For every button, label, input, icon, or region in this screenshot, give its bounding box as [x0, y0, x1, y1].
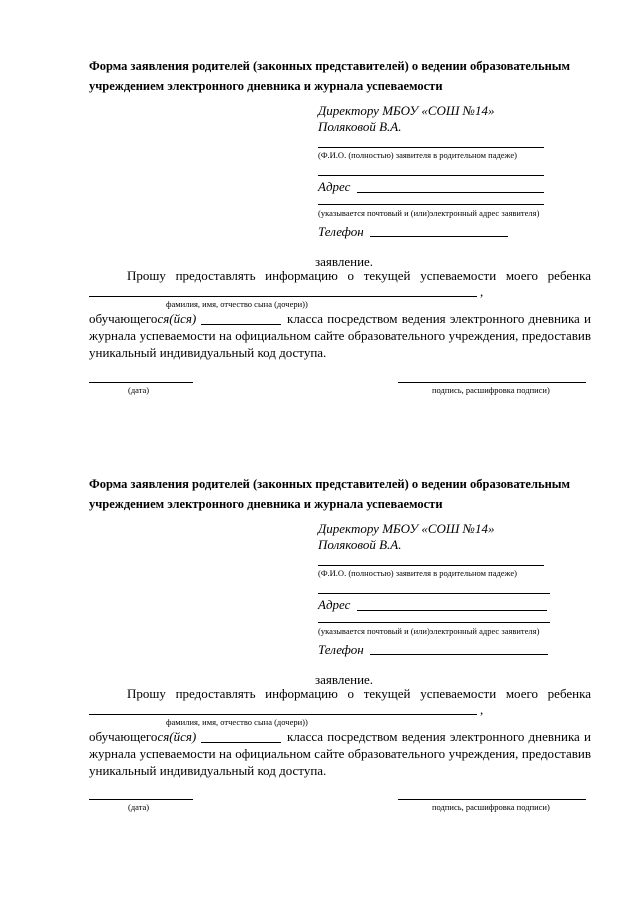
request-text: Прошу предоставлять информацию о текущей успеваемости моего ребенка	[127, 268, 591, 283]
child-name-blank-line[interactable]	[89, 296, 477, 297]
form-title-line-2: учреждением электронного дневника и журнала успеваемости	[89, 79, 443, 93]
phone-label: Телефон	[318, 642, 364, 657]
phone-blank-line[interactable]	[370, 654, 548, 655]
signature-blank-line[interactable]	[398, 382, 586, 383]
class-line-text: класса посредством ведения электронного дневника и	[287, 729, 591, 744]
form-title-line-1: Форма заявления родителей (законных представителей) о ведении образовательным	[89, 59, 571, 73]
request-line	[127, 268, 591, 284]
student-prefix: обучающего	[89, 729, 158, 744]
application-form-1	[0, 0, 638, 420]
addressee-line-1: Директору МБОУ «СОШ №14»	[318, 103, 495, 118]
body-line-2: журнала успеваемости на официальном сайте образовательного учреждения, предоставив	[89, 746, 591, 761]
fio-caption: (Ф.И.О. (полностью) заявителя в родительном падеже)	[318, 150, 517, 160]
child-name-caption: фамилия, имя, отчество сына (дочери))	[166, 299, 308, 309]
address-blank-line-2[interactable]	[318, 204, 544, 205]
date-blank-line[interactable]	[89, 382, 193, 383]
form-title-line-2: учреждением электронного дневника и журнала успеваемости	[89, 497, 443, 511]
date-blank-line[interactable]	[89, 799, 193, 800]
addressee-line-2: Поляковой В.А.	[318, 537, 402, 552]
request-line	[127, 686, 591, 702]
fio-caption: (Ф.И.О. (полностью) заявителя в родительном падеже)	[318, 568, 517, 578]
address-label: Адрес	[318, 179, 351, 194]
child-name-comma: ,	[480, 284, 484, 299]
body-line-3: уникальный индивидуальный код доступа.	[89, 763, 327, 778]
form-title	[89, 56, 609, 96]
signature-caption: подпись, расшифровка подписи)	[432, 385, 550, 395]
fio-blank-line[interactable]	[318, 565, 544, 566]
address-label: Адрес	[318, 597, 351, 612]
application-form-2	[0, 418, 638, 838]
signature-caption: подпись, расшифровка подписи)	[432, 802, 550, 812]
address-caption: (указывается почтовый и (или)электронный адрес заявителя)	[318, 208, 540, 218]
application-heading: заявление.	[315, 672, 374, 687]
body-line-2: журнала успеваемости на официальном сайте образовательного учреждения, предоставив	[89, 328, 591, 343]
class-blank-line[interactable]	[201, 742, 281, 743]
phone-blank-line[interactable]	[370, 236, 508, 237]
child-name-blank-line[interactable]	[89, 714, 477, 715]
address-blank-line[interactable]	[357, 192, 544, 193]
form-title	[89, 474, 609, 514]
fio-blank-line-2[interactable]	[318, 175, 544, 176]
date-caption: (дата)	[128, 385, 150, 395]
date-caption: (дата)	[128, 802, 150, 812]
child-name-caption: фамилия, имя, отчество сына (дочери))	[166, 717, 308, 727]
student-suffix: ся(йся)	[157, 311, 197, 326]
address-caption: (указывается почтовый и (или)электронный адрес заявителя)	[318, 626, 540, 636]
child-name-comma: ,	[480, 702, 484, 717]
addressee-line-2: Поляковой В.А.	[318, 119, 402, 134]
body-line-3: уникальный индивидуальный код доступа.	[89, 345, 327, 360]
request-text: Прошу предоставлять информацию о текущей успеваемости моего ребенка	[127, 686, 591, 701]
signature-blank-line[interactable]	[398, 799, 586, 800]
class-line-text: класса посредством ведения электронного дневника и	[287, 311, 591, 326]
application-heading: заявление.	[315, 254, 374, 269]
form-title-line-1: Форма заявления родителей (законных представителей) о ведении образовательным	[89, 477, 571, 491]
address-blank-line[interactable]	[357, 610, 547, 611]
fio-blank-line-2[interactable]	[318, 593, 550, 594]
fio-blank-line[interactable]	[318, 147, 544, 148]
class-blank-line[interactable]	[201, 324, 281, 325]
addressee-line-1: Директору МБОУ «СОШ №14»	[318, 521, 495, 536]
student-suffix: ся(йся)	[157, 729, 197, 744]
student-prefix: обучающего	[89, 311, 158, 326]
phone-label: Телефон	[318, 224, 364, 239]
address-blank-line-2[interactable]	[318, 622, 550, 623]
